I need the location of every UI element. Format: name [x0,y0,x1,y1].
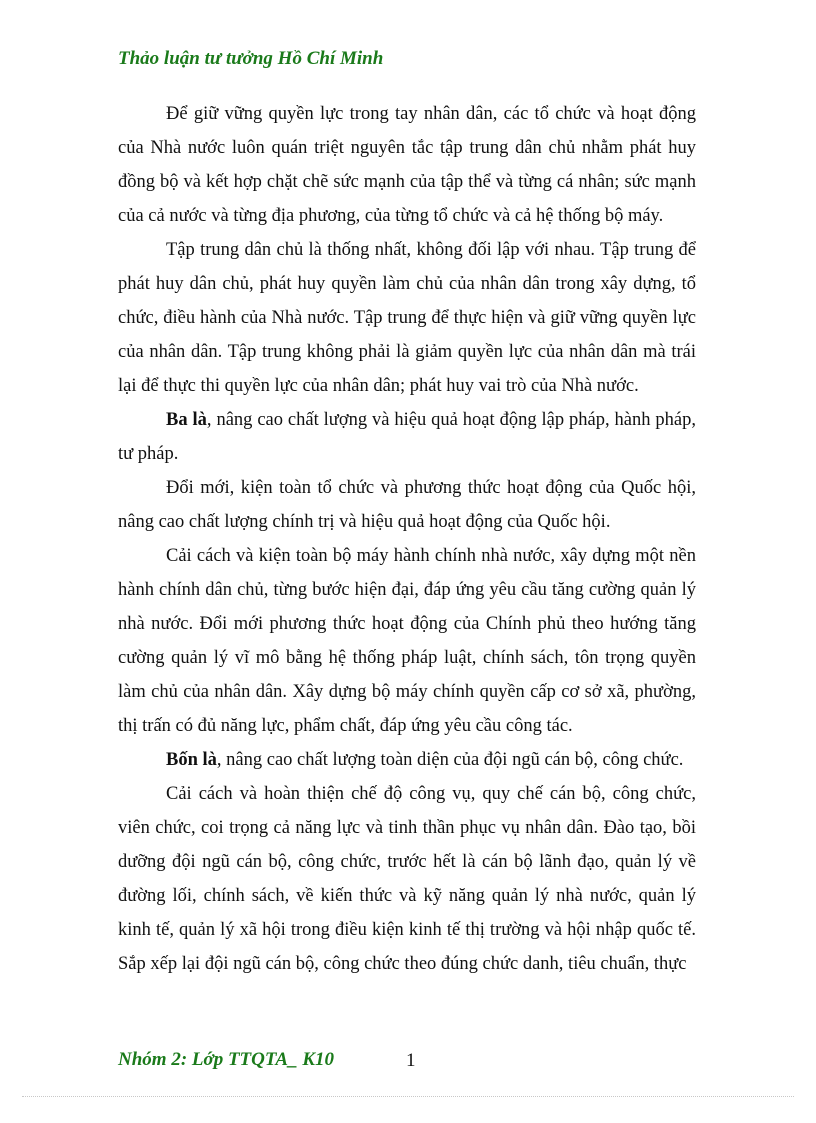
page-divider [22,1096,794,1097]
paragraph-text: Tập trung dân chủ là thống nhất, không đối lập với nhau. Tập trung để phát huy dân chủ, phát huy quyền làm chủ của nhân dân trong xây dựng, tổ chức, điều hành của Nhà nước. Tập trung để thực hiện và giữ vững quyền lực của nhân dân. Tập trung không phải là giảm quyền lực của nhân dân mà trái lại để thực thi quyền lực của nhân dân; phát huy vai trò của Nhà nước. [118,240,696,396]
paragraph-text: Đổi mới, kiện toàn tổ chức và phương thức hoạt động của Quốc hội, nâng cao chất lượng chính trị và hiệu quả hoạt động của Quốc hội. [118,478,696,532]
body-text [118,97,696,981]
page-number: 1 [406,1050,416,1071]
paragraph-2 [118,233,696,403]
paragraph-text: Để giữ vững quyền lực trong tay nhân dân, các tổ chức và hoạt động của Nhà nước luôn quán triệt nguyên tắc tập trung dân chủ nhằm phát huy đồng bộ và kết hợp chặt chẽ sức mạnh của tập thể và từng cá nhân; sức mạnh của cả nước và từng địa phương, của từng tổ chức và cả hệ thống bộ máy. [118,104,696,226]
page-header: Thảo luận tư tưởng Hồ Chí Minh [118,48,384,69]
paragraph-3 [118,403,696,471]
paragraph-text: , nâng cao chất lượng toàn diện của đội ngũ cán bộ, công chức. [216,750,684,770]
paragraph-text: Cải cách và kiện toàn bộ máy hành chính nhà nước, xây dựng một nền hành chính dân chủ, từng bước hiện đại, đáp ứng yêu cầu tăng cường quản lý nhà nước. Đổi mới phương thức hoạt động của Chính phủ theo hướng tăng cường quản lý vĩ mô bằng hệ thống pháp luật, chính sách, tôn trọng quyền làm chủ của nhân dân. Xây dựng bộ máy chính quyền cấp cơ sở xã, phường, thị trấn có đủ năng lực, phẩm chất, đáp ứng yêu cầu công tác. [118,546,696,736]
paragraph-7 [118,777,696,981]
paragraph-1 [118,97,696,233]
paragraph-text: , nâng cao chất lượng và hiệu quả hoạt động lập pháp, hành pháp, tư pháp. [118,410,696,464]
paragraph-6 [118,743,696,777]
page-footer: Nhóm 2: Lớp TTQTA_ K10 [118,1049,335,1070]
paragraph-lead: Bốn là [166,750,217,770]
paragraph-lead: Ba là [166,410,207,430]
paragraph-text: Cải cách và hoàn thiện chế độ công vụ, quy chế cán bộ, công chức, viên chức, coi trọng cả năng lực và tinh thần phục vụ nhân dân. Đào tạo, bồi dưỡng đội ngũ cán bộ, công chức, trước hết là cán bộ lãnh đạo, quản lý về đường lối, chính sách, về kiến thức và kỹ năng quản lý nhà nước, quản lý kinh tế, quản lý xã hội trong điều kiện kinh tế thị trường và hội nhập quốc tế. Sắp xếp lại đội ngũ cán bộ, công chức theo đúng chức danh, tiêu chuẩn, thực [118,784,696,974]
paragraph-5 [118,539,696,743]
paragraph-4 [118,471,696,539]
